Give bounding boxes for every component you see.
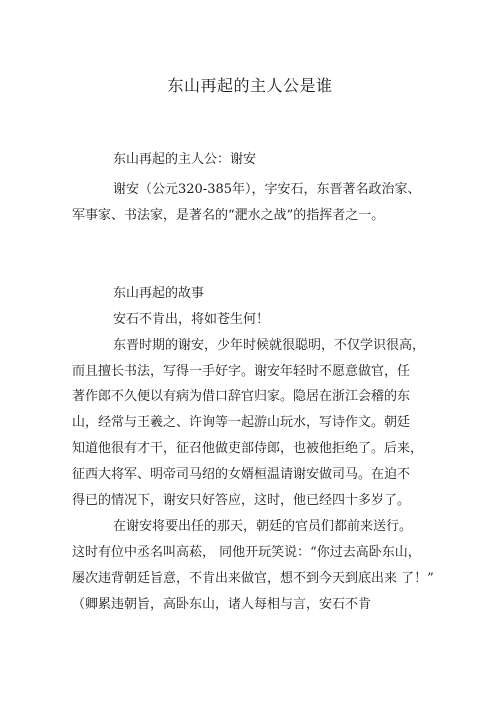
paragraph-line: 著作郎不久便以有病为借口辞官归家。隐居在浙江会稽的东 [72,389,411,404]
paragraph-line: 在谢安将要出任的那天，朝廷的官员们都前来送行。 [113,519,413,534]
paragraph-line: 东晋时期的谢安，少年时候就很聪明，不仅学识很高， [113,338,426,353]
quote-line: 安石不肯出，将如苍生何！ [113,312,270,327]
document-title: 东山再起的主人公是谁 [167,76,333,95]
paragraph-line: 而且擅长书法，写得一手好字。谢安年轻时不愿意做官，任 [72,364,411,379]
paragraph-line: 军事家、书法家，是著名的“淝水之战”的指挥者之一。 [72,208,385,223]
paragraph-line: （卿累违朝旨，高卧东山，诸人每相与言，安石不肯 [72,597,372,612]
paragraph-line: 屡次违背朝廷旨意，不肯出来做官，想不到今天到底出来 了！” [72,571,434,586]
section-heading-protagonist: 东山再起的主人公：谢安 [113,152,257,167]
paragraph-line: 这时有位中丞名叫高菘， 同他开玩笑说：“你过去高卧东山， [72,545,421,560]
paragraph-line: 征西大将军、明帝司马绍的女婿桓温请谢安做司马。在迫不 [72,467,411,482]
paragraph-line: 山，经常与王羲之、许询等一起游山玩水，写诗作文。朝廷 [72,415,411,430]
paragraph-line: 得已的情况下，谢安只好答应，这时，他已经四十多岁了。 [72,493,411,508]
paragraph-line: 知道他很有才干，征召他做吏部侍郎，也被他拒绝了。后来， [72,441,424,456]
paragraph-line: 谢安（公元320-385年），字安石，东晋著名政治家、 [113,182,421,197]
section-heading-story: 东山再起的故事 [113,286,205,301]
